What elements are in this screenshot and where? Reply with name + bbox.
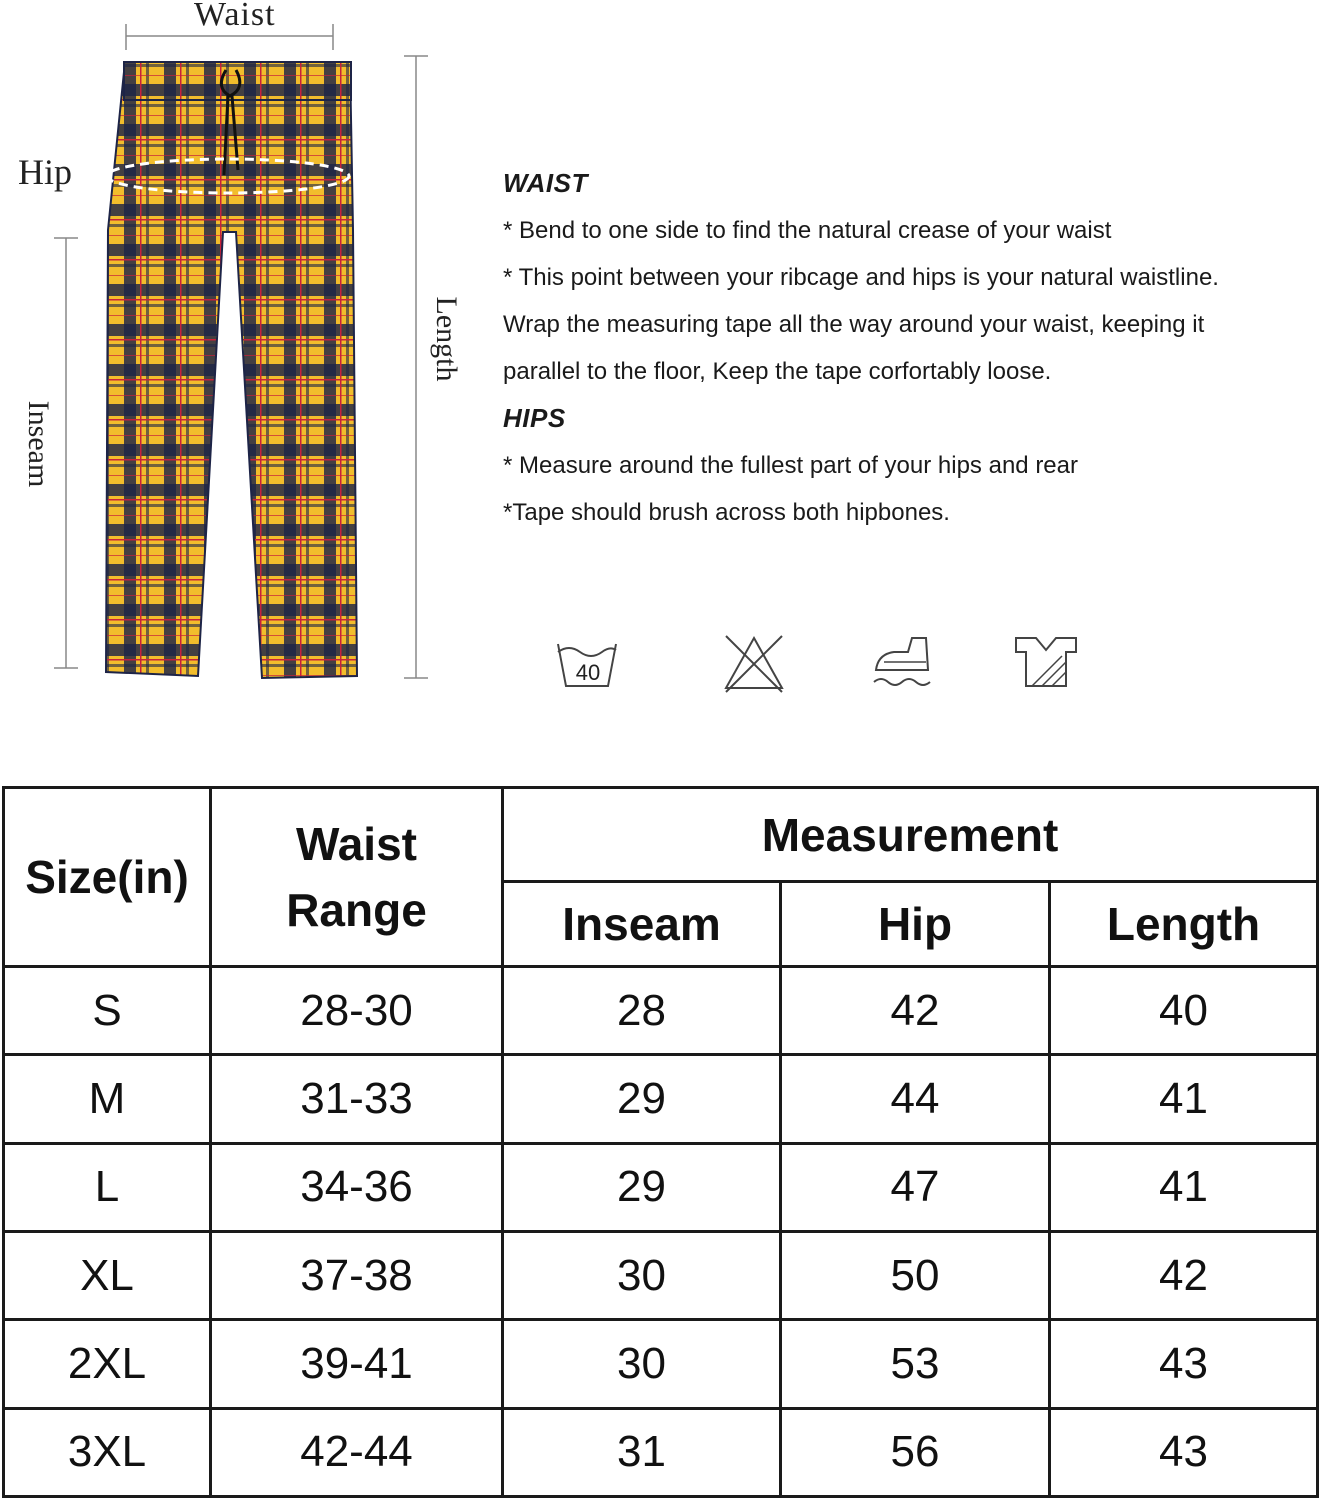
waist-instruction: * Bend to one side to find the natural crease of your waist — [503, 217, 1112, 244]
table-row — [4, 1231, 1318, 1319]
pants-diagram — [0, 0, 480, 700]
cell-size: S — [4, 967, 211, 1055]
size-chart-table — [2, 786, 1319, 1498]
inseam-label: Inseam — [22, 400, 55, 488]
cell-size: 3XL — [4, 1408, 211, 1496]
cell-inseam: 28 — [503, 967, 781, 1055]
cell-size: XL — [4, 1231, 211, 1319]
plaid-pants — [106, 62, 357, 678]
cell-length: 40 — [1050, 967, 1318, 1055]
hips-instruction: *Tape should brush across both hipbones. — [503, 499, 950, 526]
waist-label: Waist — [194, 0, 276, 33]
table-row — [4, 1055, 1318, 1143]
hips-heading: HIPS — [503, 403, 566, 433]
table-row — [4, 967, 1318, 1055]
cell-length: 43 — [1050, 1408, 1318, 1496]
length-measure-line — [404, 56, 428, 678]
table-row — [4, 1143, 1318, 1231]
header-waist-range — [211, 788, 503, 967]
cell-waist-range: 42-44 — [211, 1408, 503, 1496]
table-row — [4, 1320, 1318, 1408]
cell-waist-range: 37-38 — [211, 1231, 503, 1319]
header-inseam: Inseam — [503, 882, 781, 967]
cell-waist-range: 39-41 — [211, 1320, 503, 1408]
header-size: Size(in) — [4, 788, 211, 967]
waistband — [124, 62, 351, 100]
cell-size: L — [4, 1143, 211, 1231]
waist-instruction: Wrap the measuring tape all the way around your waist, keeping it — [503, 311, 1205, 338]
cell-hip: 50 — [781, 1231, 1050, 1319]
cell-length: 41 — [1050, 1143, 1318, 1231]
cell-waist-range: 28-30 — [211, 967, 503, 1055]
waist-instruction: * This point between your ribcage and hips is your natural waistline. — [503, 264, 1219, 291]
cell-inseam: 29 — [503, 1055, 781, 1143]
length-label: Length — [430, 296, 463, 382]
cell-length: 41 — [1050, 1055, 1318, 1143]
cell-waist-range: 34-36 — [211, 1143, 503, 1231]
wash-40-icon — [552, 630, 622, 692]
cell-hip: 42 — [781, 967, 1050, 1055]
hips-instruction: * Measure around the fullest part of your hips and rear — [503, 452, 1078, 479]
waist-instruction: parallel to the floor, Keep the tape corfortably loose. — [503, 358, 1052, 385]
header-hip: Hip — [781, 882, 1050, 967]
cell-hip: 56 — [781, 1408, 1050, 1496]
header-measurement: Measurement — [503, 788, 1318, 882]
measuring-instructions — [503, 160, 1318, 536]
cell-length: 42 — [1050, 1231, 1318, 1319]
dry-flat-icon — [1010, 630, 1082, 690]
header-waist-range-line1: Waist — [296, 818, 417, 870]
cell-waist-range: 31-33 — [211, 1055, 503, 1143]
cell-inseam: 30 — [503, 1320, 781, 1408]
header-length: Length — [1050, 882, 1318, 967]
cell-hip: 47 — [781, 1143, 1050, 1231]
cell-hip: 44 — [781, 1055, 1050, 1143]
do-not-bleach-icon — [720, 630, 788, 696]
cell-hip: 53 — [781, 1320, 1050, 1408]
hip-label: Hip — [18, 152, 72, 192]
iron-icon — [868, 630, 938, 690]
cell-size: M — [4, 1055, 211, 1143]
table-row — [4, 1408, 1318, 1496]
cell-size: 2XL — [4, 1320, 211, 1408]
cell-inseam: 29 — [503, 1143, 781, 1231]
cell-inseam: 31 — [503, 1408, 781, 1496]
header-waist-range-line2: Range — [286, 884, 427, 936]
waist-heading: WAIST — [503, 168, 588, 198]
wash-temperature: 40 — [575, 660, 601, 685]
cell-length: 43 — [1050, 1320, 1318, 1408]
cell-inseam: 30 — [503, 1231, 781, 1319]
inseam-measure-line — [54, 238, 78, 668]
